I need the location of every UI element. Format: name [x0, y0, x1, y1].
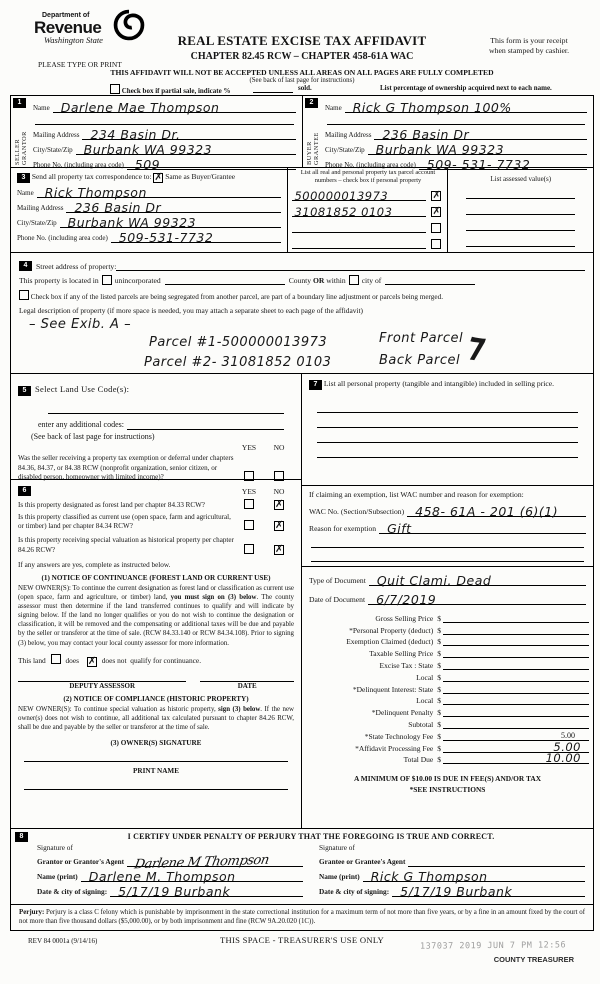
seller-mailing-line	[82, 126, 296, 140]
print-name-line	[24, 777, 288, 790]
assessed-value-line	[466, 215, 575, 231]
assessed-value-line	[466, 183, 575, 199]
personal-property-line	[317, 443, 578, 458]
parcel-personal-checkbox	[431, 239, 441, 249]
land-use-code-line	[48, 401, 284, 414]
document-section	[302, 567, 593, 607]
personal-property-label: List all personal property (tangible and intangible) included in selling price.	[323, 379, 554, 388]
signature-of-label: Signature of	[37, 843, 73, 852]
current-use-question: Is this property classified as current use (open space, farm and agricultural, or timber) land per chapter 84.34 RCW?	[18, 513, 231, 531]
box5-number-badge: 5	[18, 386, 31, 396]
seller-mailing-value: 234 Basin Dr.	[90, 127, 181, 142]
owners-signature-title: (3) OWNER(S) SIGNATURE	[110, 738, 202, 747]
county-label: County	[288, 276, 312, 285]
fee-line	[443, 682, 589, 694]
parcel-row	[292, 204, 443, 217]
parcel2-handwritten: Parcel #2- 31081852 0103	[144, 355, 332, 370]
certify-statement: I CERTIFY UNDER PENALTY OF PERJURY THAT THE FOREGOING IS TRUE AND CORRECT.	[127, 832, 495, 841]
grantor-name-print-label: Name (print)	[37, 872, 78, 881]
grantor-date-city-label: Date & city of signing:	[37, 887, 108, 896]
personal-property-line	[317, 428, 578, 443]
street-address-line	[116, 260, 585, 271]
located-in-label: This property is located in	[19, 276, 99, 285]
fee-line	[443, 623, 589, 635]
if-yes-instruction: If any answers are yes, complete as instructed below.	[18, 560, 171, 569]
fee-line	[443, 693, 589, 705]
document-type-value: Quit Clami. Dead	[376, 573, 492, 588]
personal-property-column	[302, 374, 593, 828]
notice-continuance-text: NEW OWNER(S): To continue the current designation as forest land or classification as current use (open space, farm and agriculture, or timber) land, you must sign on (3) below. The county assessor must then determine if the land transferred continues to qualify and will indicate by signing below. If the land no longer qualifies or you do not wish to continue the designation or classification, it will be removed and the compensating or additional taxes will be due and payable by the seller or transferor at the time of sale. (RCW 84.33.140 or RCW 84.34.108). Prior to signing (3) below, you may contact your local county assessor for more information.	[18, 584, 294, 647]
logo-dept-text: Department of	[42, 12, 90, 19]
form-revision-number: REV 84 0001a (9/14/16)	[28, 936, 98, 945]
yes-column-header: YES	[241, 443, 257, 453]
see-exhibit-note: – See Exib. A –	[29, 317, 132, 332]
notice-compliance-text: NEW OWNER(S): To continue special valuation as historic property, sign (3) below. If the new owner(s) does not wish to continue, all additional tax calculated pursuant to chapter 84.26 RCW, shall be due and payable by the seller or transferor at the time of sale.	[18, 705, 294, 731]
seller-phone-label: Phone No. (including area code)	[33, 161, 124, 169]
historic-yes-checkbox	[244, 544, 254, 554]
corr-mailing-label: Mailing Address	[17, 204, 64, 212]
logo-state-text: Washington State	[44, 35, 103, 45]
fee-label: Taxable Selling Price	[369, 649, 434, 659]
logo-revenue-text: Revenue	[34, 18, 102, 37]
seller-citystatezip-label: City/State/Zip	[33, 146, 73, 154]
corr-name-label: Name	[17, 189, 34, 197]
exemption-extra-line	[311, 548, 584, 562]
buyer-phone-line	[419, 156, 587, 170]
exemption-claim-label: If claiming an exemption, list WAC number and reason for exemption:	[309, 490, 524, 499]
fee-value: 5.00	[553, 739, 581, 754]
grantor-agent-label: Grantor or Grantor's Agent	[37, 857, 125, 866]
corr-mailing-value: 236 Basin Dr	[74, 200, 162, 215]
land-use-column	[11, 374, 302, 828]
send-correspondence-label: Send all property tax correspondence to:	[31, 172, 152, 181]
grantee-signature-block	[319, 843, 585, 897]
within-label: within	[326, 276, 346, 285]
land-does-checkbox	[51, 654, 61, 664]
corr-phone-label: Phone No. (including area code)	[17, 234, 108, 242]
forest-no-checkbox: ✗	[275, 499, 284, 510]
parcel-number-value: 31081852 0103	[294, 205, 393, 219]
exemption-section	[302, 486, 593, 567]
same-as-buyer-checkbox: ✗	[154, 172, 164, 183]
exemption-reason-value: Gift	[387, 521, 412, 536]
notice-continuance-title: (1) NOTICE OF CONTINUANCE (FOREST LAND OR CURRENT USE)	[41, 573, 271, 582]
historic-no-checkbox: ✗	[275, 543, 284, 555]
certification-section	[11, 829, 593, 905]
fee-line	[443, 634, 589, 646]
buyer-citystatezip-label: City/State/Zip	[325, 146, 365, 154]
seller-name-value: Darlene Mae Thompson	[60, 100, 220, 115]
deferral-yes-checkbox	[244, 471, 254, 481]
exemption-reason-label: Reason for exemption	[309, 524, 377, 533]
fee-label: Local	[416, 696, 434, 706]
partial-sale-row	[10, 84, 594, 95]
yes-column-header: YES	[241, 487, 257, 496]
buyer-citystatezip-value: Burbank WA 99323	[375, 142, 505, 157]
no-column-header: NO	[273, 487, 285, 496]
fee-label: *Affidavit Processing Fee	[355, 743, 434, 753]
fee-value: 5.00	[561, 730, 575, 740]
box2-number-badge: 2	[305, 98, 318, 108]
additional-codes-line	[127, 416, 284, 430]
continuance-qualify-row: This land does ✗ does not qualify for continuance.	[18, 655, 202, 667]
county-line	[165, 274, 285, 285]
corr-phone-value: 509-531-7732	[118, 230, 214, 245]
corr-citystatezip-line	[60, 214, 282, 228]
partial-sale-percent-line	[253, 84, 293, 93]
land-use-codes-section	[11, 374, 301, 480]
fee-line	[443, 658, 589, 670]
ownership-percentage-note: List percentage of ownership acquired next to each name.	[380, 84, 552, 92]
current-use-no-checkbox: ✗	[275, 520, 284, 532]
partial-sale-checkbox	[110, 84, 120, 94]
property-address-section	[11, 253, 593, 374]
grantor-signature-line	[127, 852, 303, 873]
seller-phone-value: 509	[134, 157, 161, 172]
corr-phone-line	[111, 229, 282, 243]
grantor-name-value: Darlene M. Thompson	[88, 869, 236, 884]
grantor-name-line	[81, 868, 303, 882]
fee-line	[443, 670, 589, 682]
forest-yes-checkbox	[244, 499, 254, 509]
personal-property-line	[317, 413, 578, 428]
personal-property-line	[317, 398, 578, 413]
box8-number-badge: 8	[15, 832, 28, 842]
segregated-checkbox	[19, 290, 29, 300]
exemption-reason-line	[379, 520, 586, 534]
deferral-no-checkbox	[274, 471, 284, 481]
box1-number-badge: 1	[13, 98, 26, 108]
form-footer	[10, 931, 594, 979]
grantee-name-print-label: Name (print)	[319, 872, 360, 881]
assessed-value-line	[466, 199, 575, 215]
receipt-note: This form is your receipt when stamped by cashier.	[488, 36, 570, 55]
seller-mailing-label: Mailing Address	[33, 131, 80, 139]
seller-name-label: Name	[33, 104, 50, 112]
fee-label: Exemption Claimed (deduct)	[346, 637, 434, 647]
current-use-yes-checkbox	[244, 520, 254, 530]
parcel-row	[292, 188, 443, 201]
grantee-name-line	[363, 868, 585, 882]
fee-line	[443, 705, 589, 717]
buyer-phone-label: Phone No. (including area code)	[325, 161, 416, 169]
parcel-row	[292, 220, 443, 233]
unincorporated-label: unincorporated	[114, 276, 161, 285]
grantor-date-city-line	[110, 883, 303, 897]
grantee-name-value: Rick G Thompson	[370, 869, 488, 884]
fee-value: 10.00	[545, 751, 581, 766]
sold-label: sold.	[298, 84, 312, 92]
parcel1-note: Front Parcel	[379, 331, 464, 346]
box4-number-badge: 4	[19, 261, 32, 271]
fee-line	[443, 717, 589, 729]
same-as-buyer-label: Same as Buyer/Grantee	[165, 172, 236, 181]
corr-name-line	[37, 184, 282, 198]
land-does-not-checkbox: ✗	[87, 655, 97, 667]
buyer-grantee-section	[302, 96, 593, 172]
perjury-notice: Perjury: Perjury is a class C felony which is punishable by imprisonment in the state correctional institution for a maximum term of not more than five years, or by a fine in an amount fixed by the court of not more than five thousand dollars ($5,000.00), or by both imprisonment and fine (RCW 9A.20.020 (1C)).	[19, 909, 585, 926]
parcel-numbers-section	[287, 168, 447, 252]
exemption-extra-line	[311, 534, 584, 548]
assessed-value-line	[466, 231, 575, 247]
fee-line	[443, 611, 589, 623]
box3-number-badge: 3	[17, 173, 30, 183]
notice-compliance-title: (2) NOTICE OF COMPLIANCE (HISTORIC PROPERTY)	[63, 694, 249, 703]
seller-citystatezip-line	[76, 141, 296, 155]
document-date-line	[368, 589, 586, 605]
parcel2-note: Back Parcel	[379, 353, 461, 368]
parcel-number-value: 500000013973	[294, 189, 389, 203]
city-checkbox	[349, 275, 359, 285]
dept-revenue-logo	[34, 12, 103, 45]
grantor-date-city-value: 5/17/19 Burbank	[118, 884, 231, 899]
fee-label: Gross Selling Price	[375, 613, 434, 623]
parcel-personal-checkbox: ✗	[432, 190, 442, 201]
corr-mailing-line	[66, 199, 281, 213]
corr-citystatezip-label: City/State/Zip	[17, 219, 57, 227]
fee-label: *State Technology Fee	[364, 731, 434, 741]
box7-number-badge: 7	[309, 380, 322, 390]
designation-section	[11, 480, 301, 793]
box5-see-back-note: (See back of last page for instructions)	[31, 432, 155, 441]
grantee-agent-label: Grantee or Grantee's Agent	[319, 857, 406, 866]
buyer-grantee-side-label: BUYER GRANTEE	[306, 132, 320, 165]
corr-citystatezip-value: Burbank WA 99323	[67, 215, 197, 230]
personal-property-section	[302, 374, 593, 486]
grantee-date-city-label: Date & city of signing:	[319, 887, 390, 896]
or-label: OR	[312, 276, 325, 285]
fee-line	[443, 646, 589, 658]
seller-grantor-section	[11, 96, 302, 172]
buyer-mailing-line	[374, 126, 587, 140]
parcel-personal-checkbox	[431, 223, 441, 233]
form-chapter-subtitle: CHAPTER 82.45 RCW – CHAPTER 458-61A WAC	[190, 51, 414, 62]
minimum-fee-note: A MINIMUM OF $10.00 IS DUE IN FEE(S) AND/OR TAX *SEE INSTRUCTIONS	[353, 774, 542, 795]
treasurer-date-stamp: 137037 2019 JUN 7 PM 12:56	[419, 939, 567, 952]
city-line	[385, 274, 475, 285]
grantee-date-city-value: 5/17/19 Burbank	[400, 884, 513, 899]
parcel-group-brace: ⁊	[464, 323, 488, 367]
buyer-citystatezip-line	[368, 141, 587, 155]
form-body	[10, 95, 594, 931]
fee-label: Total Due	[403, 755, 434, 765]
fee-label: *Delinquent Interest: State	[352, 684, 434, 694]
owners-signature-line	[24, 749, 288, 762]
box6-number-badge: 6	[18, 486, 31, 496]
see-back-note: (See back of last page for instructions)	[249, 77, 355, 84]
please-type-or-print-label: PLEASE TYPE OR PRINT	[38, 60, 122, 69]
parcel-personal-checkbox: ✗	[432, 206, 442, 217]
legal-description-label: Legal description of property (if more space is needed, you may attach a separate sheet to each page of the affidavit)	[19, 306, 363, 315]
buyer-mailing-label: Mailing Address	[325, 131, 372, 139]
street-address-label: Street address of property:	[36, 262, 117, 271]
tax-correspondence-section	[11, 168, 287, 252]
form-header	[10, 6, 594, 84]
fee-label: *Delinquent Penalty	[371, 708, 434, 718]
document-date-label: Date of Document	[309, 595, 366, 604]
partial-sale-label: Check box if partial sale, indicate %	[121, 87, 231, 95]
assessor-date-label: DATE	[200, 681, 294, 690]
forest-land-question: Is this property designated as forest land per chapter 84.33 RCW?	[18, 500, 205, 509]
fee-label: Local	[416, 672, 434, 682]
assessed-values-section	[447, 168, 593, 252]
signature-of-label: Signature of	[319, 843, 355, 852]
grantor-signature-block	[37, 843, 303, 897]
form-title: REAL ESTATE EXCISE TAX AFFIDAVIT	[177, 33, 427, 48]
wac-number-line	[407, 503, 586, 517]
wac-number-value: 458- 61A - 201 (6)(1)	[415, 504, 559, 519]
segregated-label: Check box if any of the listed parcels are being segregated from another parcel, are part of a boundary line adjustment or parcels being merged.	[30, 293, 443, 301]
deputy-assessor-label: DEPUTY ASSESSOR	[18, 681, 186, 690]
parcel-row	[292, 236, 443, 249]
wac-number-label: WAC No. (Section/Subsection)	[309, 507, 405, 516]
document-type-label: Type of Document	[309, 576, 366, 585]
unincorporated-checkbox	[102, 275, 112, 285]
historic-question: Is this property receiving special valuation as historical property per chapter 84.26 RCW?	[18, 536, 234, 554]
no-column-header: NO	[273, 443, 285, 453]
parcel-numbers-header: List all real and personal property tax parcel account numbers – check box if personal property	[300, 169, 436, 184]
fees-section: Gross Selling Price $ *Personal Property (deduct) $ Exemption Claimed (deduct) $ Taxable Selling Price $ Excise Tax : State $ Local $ *Delinquent Interest: State $ Local $ *Delinquent Penalty $ Subtotal $ *State Technology Fee $ 5.00 *Affidavit Processing Fee $ 5.00 Total Due $ 10.00 A MINIMUM OF $10.00 IS DUE IN FEE(S) AND/OR TAX *SEE INSTRUCTIONS	[302, 611, 593, 796]
assessed-values-header: List assessed value(s)	[490, 175, 552, 183]
fee-label: *Personal Property (deduct)	[349, 625, 434, 635]
buyer-name-label: Name	[325, 104, 342, 112]
fee-label: Subtotal	[408, 719, 434, 729]
completion-warning: THIS AFFIDAVIT WILL NOT BE ACCEPTED UNLESS ALL AREAS ON ALL PAGES ARE FULLY COMPLETED	[110, 68, 494, 77]
buyer-mailing-value: 236 Basin Dr	[382, 127, 470, 142]
grantor-signature-value: Darlene M Thompson	[133, 852, 271, 873]
document-date-value: 6/7/2019	[376, 592, 437, 607]
seller-citystatezip-value: Burbank WA 99323	[83, 142, 213, 157]
legal-description-handwriting	[19, 317, 585, 381]
land-use-title: Select Land Use Code(s):	[35, 384, 130, 394]
additional-codes-label: enter any additional codes:	[38, 420, 124, 429]
grantee-signature-line	[408, 853, 585, 867]
parcel1-handwritten: Parcel #1-500000013973	[149, 335, 328, 350]
document-type-line	[369, 570, 586, 586]
grantee-date-city-line	[392, 883, 585, 897]
city-of-label: city of	[361, 276, 382, 285]
buyer-phone-value: 509- 531- 7732	[426, 157, 531, 172]
seller-grantor-side-label: SELLER GRANTOR	[14, 131, 28, 165]
seller-name-line	[53, 99, 296, 113]
treasurer-use-label: THIS SPACE - TREASURER'S USE ONLY	[219, 934, 385, 945]
buyer-name-line	[345, 99, 587, 113]
county-treasurer-stamp: COUNTY TREASURER	[493, 954, 574, 964]
fee-line	[443, 752, 589, 764]
fee-label: Excise Tax : State	[379, 660, 434, 670]
print-name-title: PRINT NAME	[133, 766, 179, 775]
deferral-question: Was the seller receiving a property tax exemption or deferral under chapters 84.36, 84.37, or 84.38 RCW (nonprofit organization, senior citizen, or disabled person, homeowner with limited income)?	[18, 454, 234, 481]
corr-name-value: Rick Thompson	[44, 185, 147, 200]
buyer-name-value: Rick G Thompson 100%	[352, 100, 512, 115]
